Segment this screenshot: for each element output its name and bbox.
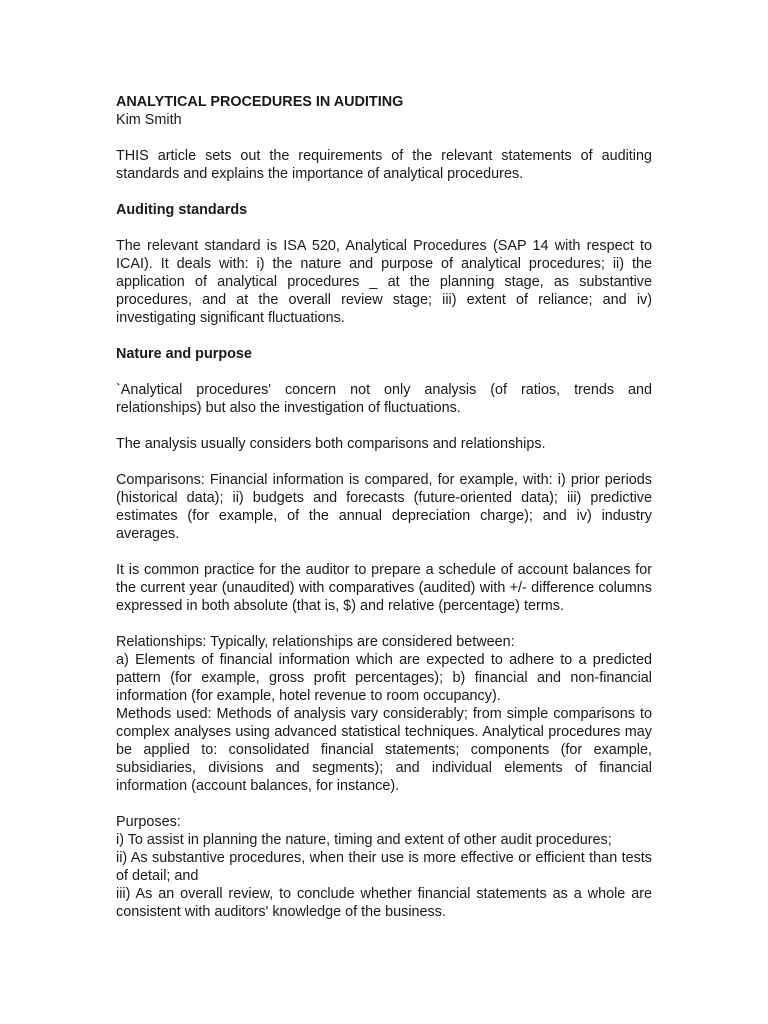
schedule-paragraph: It is common practice for the auditor to prepare a schedule of account balances for the current year (unaudited) with comparatives (audited) with +/- difference columns expressed in both absolute (that is, $) and relative (percentage) terms. (116, 562, 652, 614)
intro-paragraph: THIS article sets out the requirements of the relevant statements of auditing standards and explains the importance of analytical procedures. (116, 148, 652, 182)
section-heading-nature-and-purpose: Nature and purpose (116, 346, 252, 362)
auditing-standards-paragraph: The relevant standard is ISA 520, Analytical Procedures (SAP 14 with respect to ICAI). It deals with: i) the nature and purpose of analytical procedures; ii) the application of analytical procedures _ at the planning stage, as substantive procedures, and at the overall review stage; iii) extent of reliance; and iv) investigating significant fluctuations. (116, 238, 652, 326)
purpose-item-3: iii) As an overall review, to conclude whether financial statements as a whole are consistent with auditors' knowledge of the business. (116, 886, 652, 920)
section-heading-auditing-standards: Auditing standards (116, 202, 248, 218)
purpose-item-1: i) To assist in planning the nature, timing and extent of other audit procedures; (116, 832, 612, 848)
comparisons-paragraph: Comparisons: Financial information is compared, for example, with: i) prior periods (historical data); ii) budgets and forecasts (future-oriented data); iii) predictive estimates (for example, of the annual depreciation charge); and iv) industry averages. (116, 472, 652, 542)
relationships-intro: Relationships: Typically, relationships are considered between: (116, 634, 515, 650)
document-author: Kim Smith (116, 112, 182, 128)
purpose-item-2: ii) As substantive procedures, when their use is more effective or efficient than tests of detail; and (116, 850, 652, 884)
document-title: ANALYTICAL PROCEDURES IN AUDITING (116, 94, 404, 110)
methods-paragraph: Methods used: Methods of analysis vary considerably; from simple comparisons to complex analyses using advanced statistical techniques. Analytical procedures may be applied to: consolidated financial statements; components (for example, subsidiaries, divisions and segments); and individual elements of financial information (account balances, for instance). (116, 706, 652, 794)
nature-paragraph-1: `Analytical procedures' concern not only analysis (of ratios, trends and relationships) but also the investigation of fluctuations. (116, 382, 652, 416)
relationships-items: a) Elements of financial information which are expected to adhere to a predicted pattern (for example, gross profit percentages); b) financial and non-financial information (for example, hotel revenue to room occupancy). (116, 652, 652, 704)
nature-paragraph-2: The analysis usually considers both comparisons and relationships. (116, 436, 546, 452)
purposes-label: Purposes: (116, 814, 181, 830)
document-page (116, 93, 652, 921)
